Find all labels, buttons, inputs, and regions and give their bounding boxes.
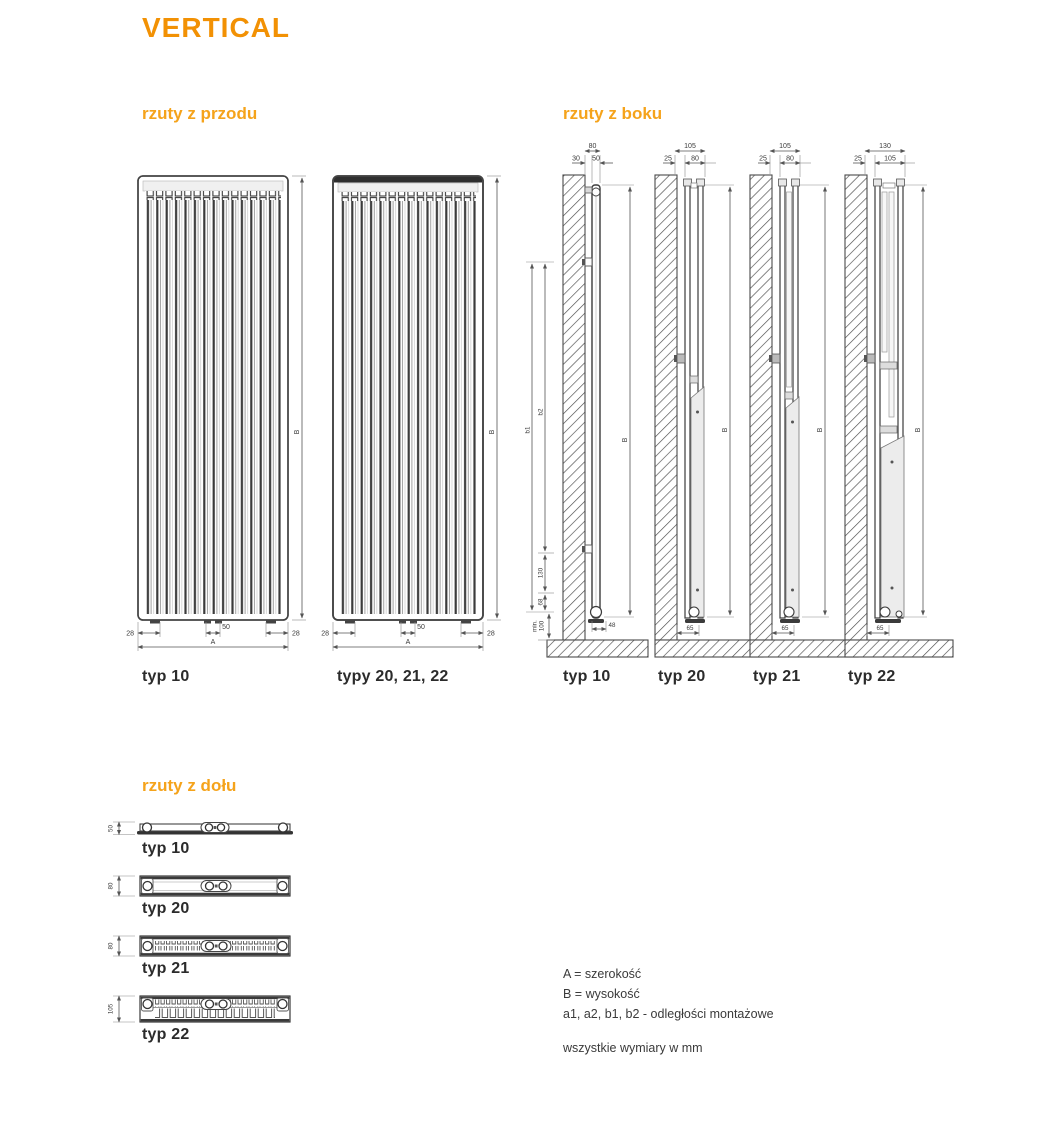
side-view-typ10-drawing xyxy=(520,130,650,670)
convector-fins xyxy=(882,192,887,352)
side-typ21-label: typ 21 xyxy=(753,668,801,685)
bottom-view-typ21-drawing xyxy=(105,928,315,970)
wall-bracket xyxy=(772,354,780,363)
dim-wall-25: 25 xyxy=(854,155,862,163)
dim-68: 68 xyxy=(537,598,545,606)
dim-total-80: 80 xyxy=(588,143,597,150)
dim-min-label: min. xyxy=(531,620,539,632)
dim-right-28: 28 xyxy=(292,630,300,638)
valve xyxy=(689,607,699,617)
dim-bottom-65: 65 xyxy=(781,625,789,632)
heading-front-views: rzuty z przodu xyxy=(142,104,258,123)
side-typ22-label: typ 22 xyxy=(848,668,896,685)
dim-height-B: B xyxy=(622,437,629,443)
fin-row-bottom xyxy=(155,1009,275,1020)
lower-wall-bracket xyxy=(585,545,592,553)
legend-line-mounting: a1, a2, b1, b2 - odległości montażowe xyxy=(563,1007,774,1021)
legend-note-units: wszystkie wymiary w mm xyxy=(563,1041,703,1055)
valve xyxy=(591,607,602,618)
dim-width-A: A xyxy=(210,639,216,646)
valve xyxy=(784,607,794,617)
upper-wall-bracket xyxy=(585,258,592,266)
dim-total-105: 105 xyxy=(779,143,791,150)
bottom-typ22-dimensions xyxy=(108,996,136,1022)
bottom-view-typ22-drawing xyxy=(105,988,315,1040)
bottom-typ20-dimensions xyxy=(108,876,136,896)
side-cover-plate xyxy=(786,397,799,617)
dim-height-B: B xyxy=(294,429,301,435)
dim-depth-105: 105 xyxy=(107,1003,115,1015)
dim-min-100: 100 xyxy=(538,620,546,632)
valve xyxy=(880,607,890,617)
dim-wall-30: 30 xyxy=(572,155,580,163)
dim-depth-50: 50 xyxy=(107,825,115,832)
side-typ20-label: typ 20 xyxy=(658,668,706,685)
dim-wall-25: 25 xyxy=(664,155,672,163)
radiator-side-typ22 xyxy=(864,179,905,623)
radiator-side-typ20 xyxy=(674,179,705,623)
dim-center-50: 50 xyxy=(417,624,425,631)
side-typ10-label: typ 10 xyxy=(563,668,611,685)
legend xyxy=(563,964,774,1058)
dim-left-28: 28 xyxy=(126,630,134,638)
radiator-bottom-typ22 xyxy=(140,996,290,1022)
dim-bottom-65: 65 xyxy=(686,625,694,632)
dim-depth-80: 80 xyxy=(786,155,794,163)
dim-height-B: B xyxy=(915,427,922,433)
dim-height-B: B xyxy=(722,427,729,433)
dim-center-50: 50 xyxy=(222,624,230,631)
dim-depth-80: 80 xyxy=(691,155,699,163)
bottom-typ21-dimensions xyxy=(108,936,136,956)
dim-width-A: A xyxy=(405,639,411,646)
wall-bracket xyxy=(677,354,685,363)
dim-bottom-65: 65 xyxy=(876,625,884,632)
bottom-typ22-label: typ 22 xyxy=(142,1026,190,1043)
front-typ202122-label: typy 20, 21, 22 xyxy=(337,668,449,685)
bottom-typ20-label: typ 20 xyxy=(142,900,190,917)
radiator-front-typ202122 xyxy=(333,176,483,624)
side-view-typ22-drawing xyxy=(825,130,955,670)
dim-height-B: B xyxy=(817,427,824,433)
convector-fins xyxy=(889,192,894,417)
radiator-front-typ10 xyxy=(138,176,288,624)
dim-130: 130 xyxy=(537,567,545,579)
dim-right-28: 28 xyxy=(487,630,495,638)
radiator-bottom-typ21 xyxy=(140,936,290,956)
dim-total-130: 130 xyxy=(879,143,891,150)
heading-side-views: rzuty z boku xyxy=(563,104,663,123)
heading-bottom-views: rzuty z dołu xyxy=(142,776,237,795)
bottom-typ10-label: typ 10 xyxy=(142,840,190,857)
bottom-typ21-label: typ 21 xyxy=(142,960,190,977)
dim-b2: b2 xyxy=(537,408,545,416)
dim-left-28: 28 xyxy=(321,630,329,638)
bottom-typ10-dimensions xyxy=(108,822,136,835)
radiator-side-typ21 xyxy=(769,179,800,623)
dim-height-B: B xyxy=(489,429,496,435)
radiator-bottom-typ20 xyxy=(140,876,290,896)
front-view-typ10-drawing xyxy=(118,170,313,670)
radiator-bottom-typ10 xyxy=(137,823,293,835)
wall-bracket xyxy=(867,354,875,363)
dim-b1: b1 xyxy=(524,426,532,434)
bottom-view-typ10-drawing xyxy=(105,814,315,848)
dim-depth-80: 80 xyxy=(107,882,115,890)
legend-line-height: B = wysokość xyxy=(563,987,640,1001)
bottom-view-typ20-drawing xyxy=(105,868,315,910)
legend-line-width: A = szerokość xyxy=(563,967,642,981)
dim-total-105: 105 xyxy=(684,143,696,150)
convector-fins xyxy=(787,192,792,387)
front-typ10-label: typ 10 xyxy=(142,668,190,685)
dim-depth-105: 105 xyxy=(884,155,896,163)
top-hook-bracket xyxy=(585,187,592,193)
dim-depth-50: 50 xyxy=(592,155,600,163)
page-title: VERTICAL xyxy=(142,12,290,43)
dim-wall-25: 25 xyxy=(759,155,767,163)
dim-bottom-48: 48 xyxy=(608,622,616,629)
dim-depth-80: 80 xyxy=(107,942,115,950)
front-view-typ202122-drawing xyxy=(313,170,508,670)
side-cover-plate xyxy=(691,387,704,617)
